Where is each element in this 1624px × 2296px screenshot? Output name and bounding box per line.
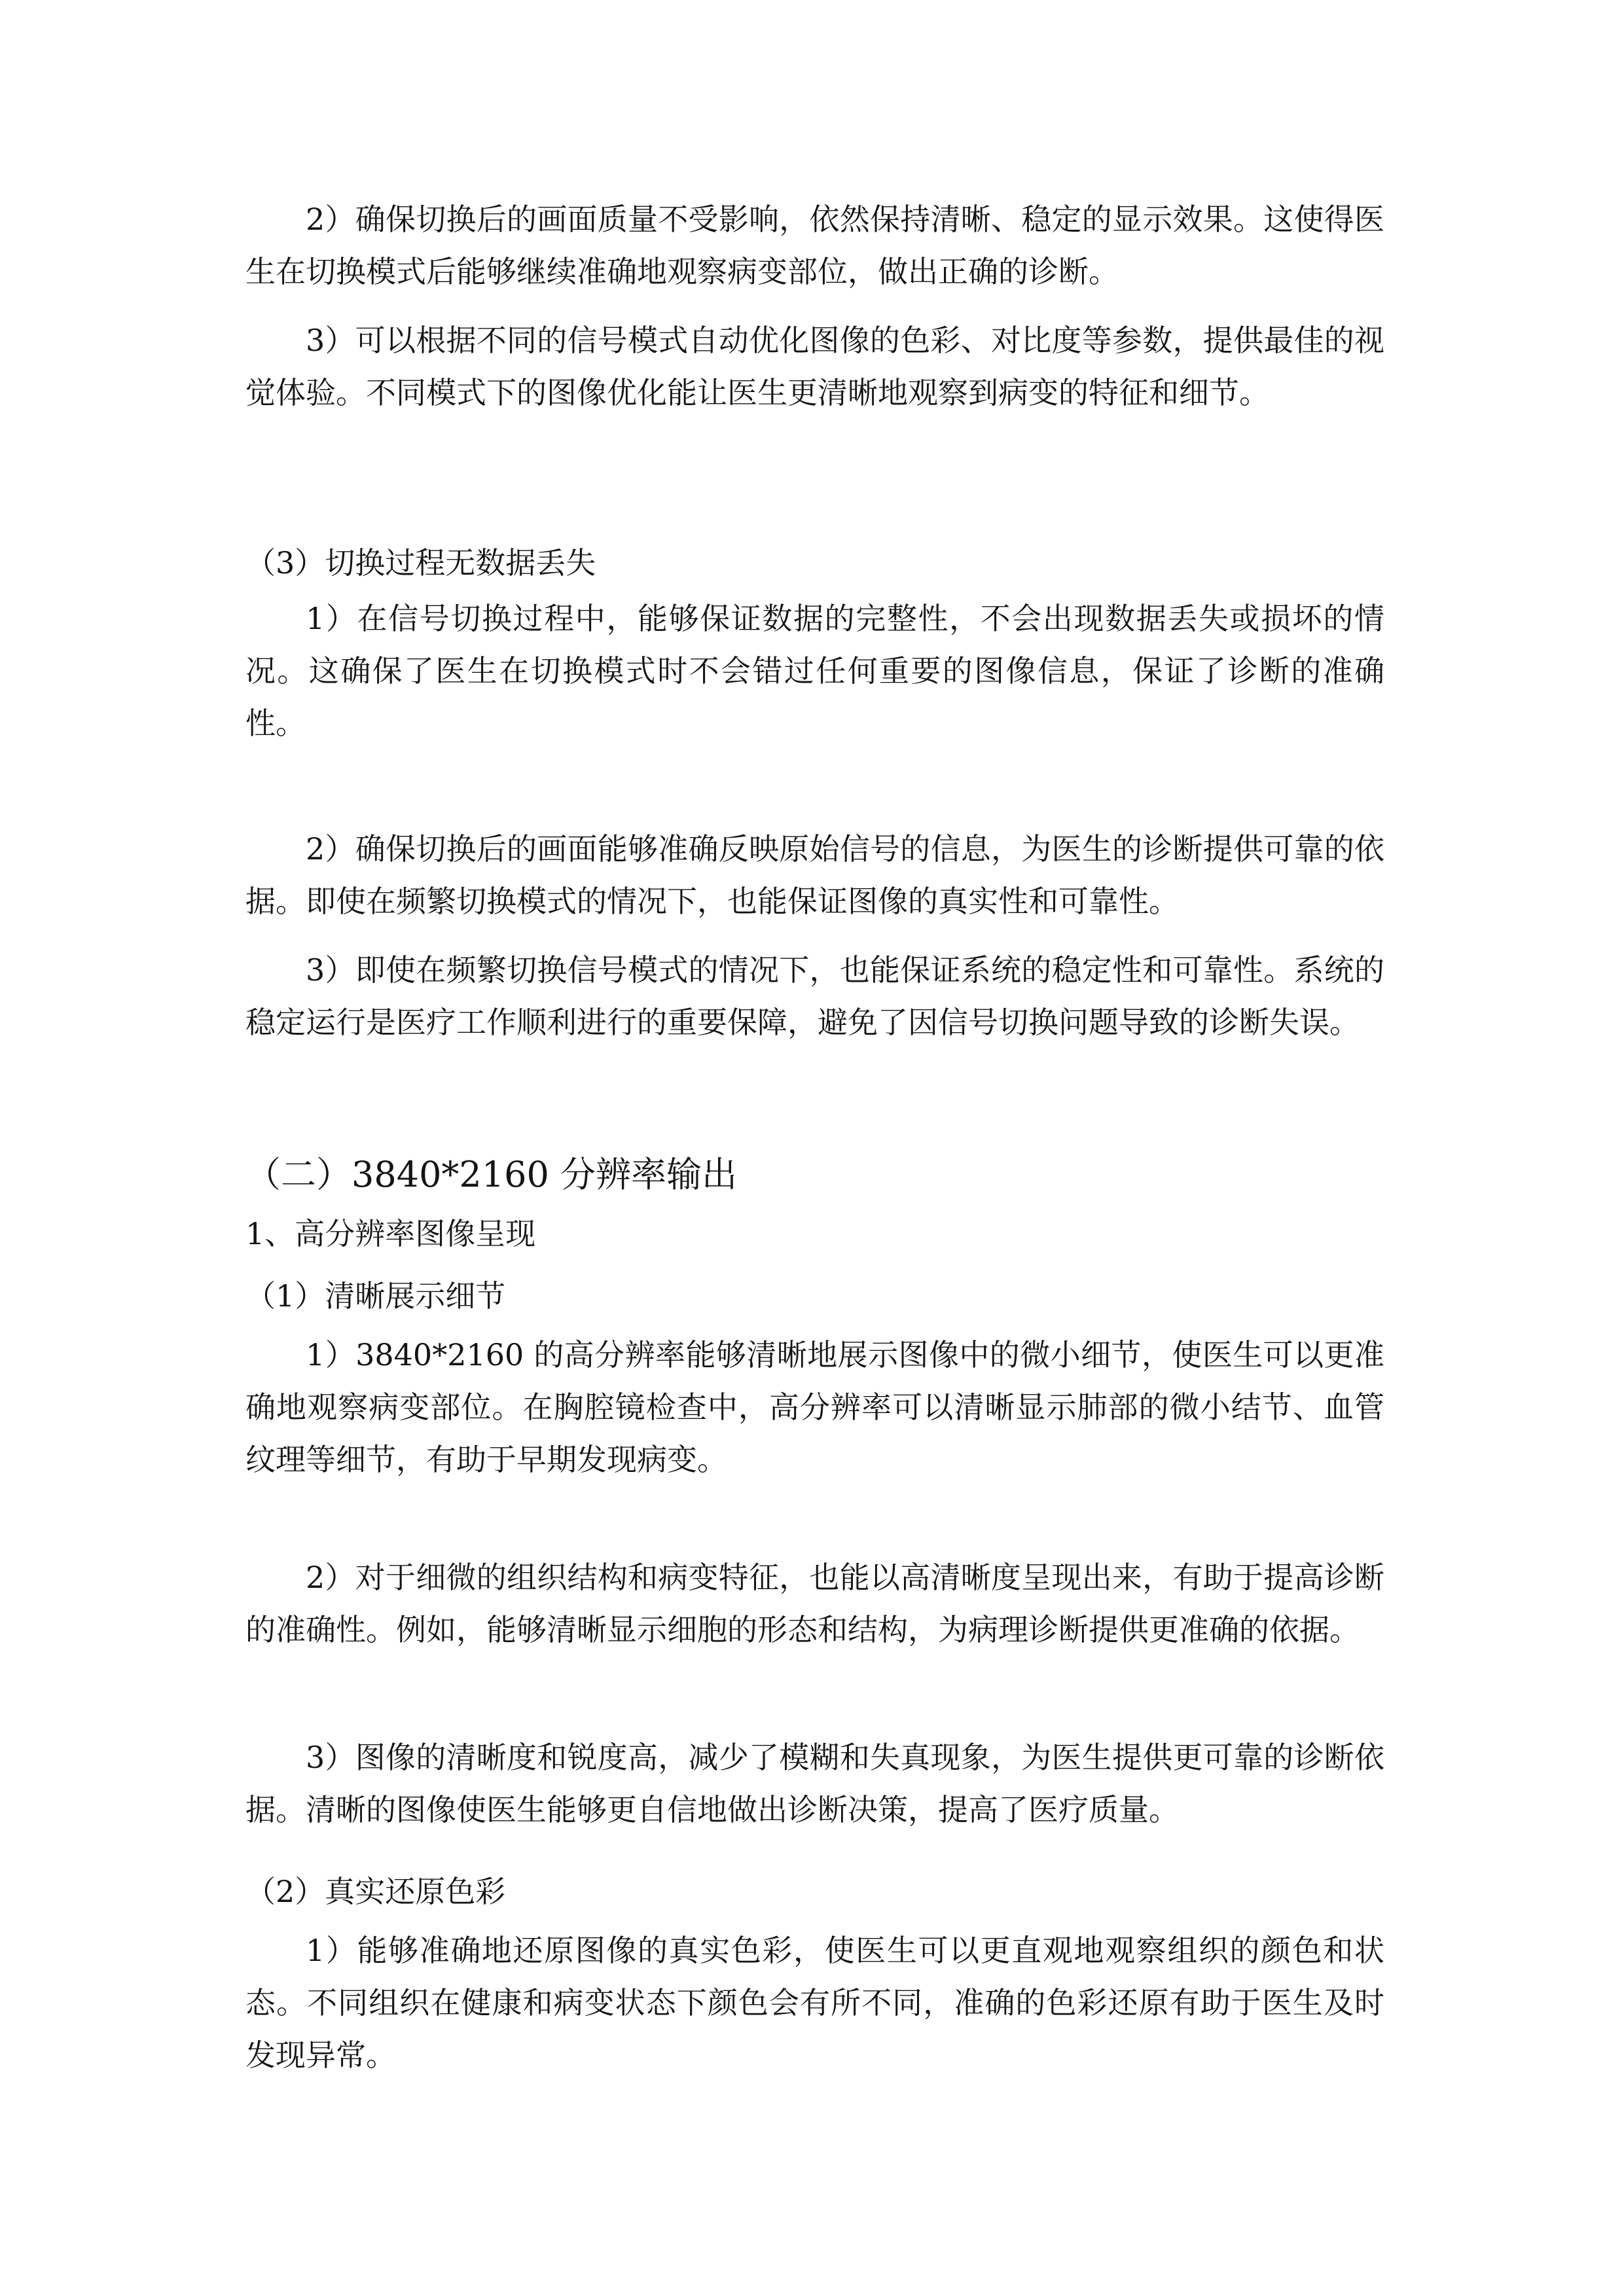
chapter-heading-resolution-output: （二）3840*2160 分辨率输出 bbox=[245, 1154, 738, 1195]
paragraph-system-stability: 3）即使在频繁切换信号模式的情况下，也能保证系统的稳定性和可靠性。系统的稳定运行是医疗工作顺利进行的重要保障，避免了因信号切换问题导致的诊断失误。 bbox=[245, 952, 1384, 1040]
paragraph-image-sharpness: 3）图像的清晰度和锐度高，减少了模糊和失真现象，为医生提供更可靠的诊断依据。清晰的图像使医生能够更自信地做出诊断决策，提高了医疗质量。 bbox=[245, 1740, 1384, 1827]
paragraph-data-integrity: 1）在信号切换过程中，能够保证数据的完整性，不会出现数据丢失或损坏的情况。这确保了医生在切换模式时不会错过任何重要的图像信息，保证了诊断的准确性。 bbox=[245, 601, 1384, 741]
paragraph-fine-structure: 2）对于细微的组织结构和病变特征，也能以高清晰度呈现出来，有助于提高诊断的准确性。例如，能够清晰显示细胞的形态和结构，为病理诊断提供更准确的依据。 bbox=[245, 1560, 1384, 1647]
paragraph-image-optimization: 3）可以根据不同的信号模式自动优化图像的色彩、对比度等参数，提供最佳的视觉体验。不同模式下的图像优化能让医生更清晰地观察到病变的特征和细节。 bbox=[245, 323, 1384, 410]
paragraph-image-quality: 2）确保切换后的画面质量不受影响，依然保持清晰、稳定的显示效果。这使得医生在切换模式后能够继续准确地观察病变部位，做出正确的诊断。 bbox=[245, 202, 1384, 289]
paragraph-high-resolution-detail: 1）3840*2160 的高分辨率能够清晰地展示图像中的微小细节，使医生可以更准确地观察病变部位。在胸腔镜检查中，高分辨率可以清晰显示肺部的微小结节、血管纹理等细节，有助于早期发现病变。 bbox=[245, 1337, 1384, 1477]
paragraph-signal-accuracy: 2）确保切换后的画面能够准确反映原始信号的信息，为医生的诊断提供可靠的依据。即使在频繁切换模式的情况下，也能保证图像的真实性和可靠性。 bbox=[245, 831, 1384, 919]
section-heading-high-resolution: 1、高分辨率图像呈现 bbox=[245, 1216, 536, 1251]
subsection-heading-clear-detail: （1）清晰展示细节 bbox=[245, 1278, 506, 1314]
subsection-heading-true-color: （2）真实还原色彩 bbox=[245, 1874, 506, 1909]
paragraph-color-reproduction: 1）能够准确地还原图像的真实色彩，使医生可以更直观地观察组织的颜色和状态。不同组织在健康和病变状态下颜色会有所不同，准确的色彩还原有助于医生及时发现异常。 bbox=[245, 1933, 1384, 2073]
section-heading-no-data-loss: （3）切换过程无数据丢失 bbox=[245, 545, 596, 581]
